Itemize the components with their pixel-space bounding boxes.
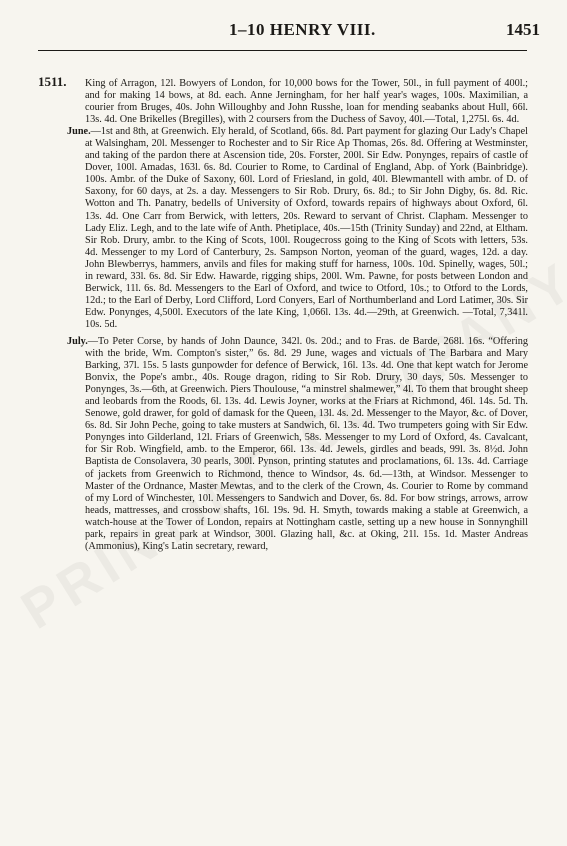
running-title: 1–10 HENRY VIII. [229, 20, 376, 39]
entry-continuation [85, 78, 528, 126]
page-header [0, 0, 567, 60]
calendar-entries [67, 78, 528, 553]
entry-june [67, 126, 528, 331]
entry-text: King of Arragon, 12l. Bowyers of London, for 10,000 bows for the Tower, 50l., in full payment of 400l.; and for making 14 bows, at 8d. each. Anne Jerningham, for her half year's wages, 100s. Maximilian, a courier from Bruges, 40s. John Willoughby and John Russhe, loan for mending seabanks about Hull, 66l. 13s. 4d. One Brikelles (Bregilles), with 2 coursers from the Duchess of Savoy, 40l.—Total, 1,275l. 6s. 4d. [85, 78, 528, 126]
page-number: 1451 [506, 20, 540, 39]
entry-text: —1st and 8th, at Greenwich. Ely herald, of Scotland, 66s. 8d. Part payment for glazing Our Lady's Chapel at Walsingham, 20l. Messenger to Rochester and to Sir Rice Ap Thomas, 26s. 8d. Offering at Westminster, and taking of the pardon there at Ascension tide, 20s. Forster, 200l. Sir Edw. Ponynges, repairs of castle of Dover, 100l. Amadas, 163l. 6s. 8d. Courier to Rome, to Cardinal of England, Abp. of York (Bainbridge). 100s. Ambr. of the Duke of Saxony, 60l. Lord of Friesland, in gold, 40l. Blewmantell with ambr. of D. of Saxony, for 60 days, at 2s. a day. Messengers to Sir Rob. Drury, 6s. 8d.; to Sir John Digby, 6s. 8d. Ric. Wotton and Th. Panatry, bedells of University of Oxford, towards repairs of highways about Oxford, 6l. 13s. 4d. One Carr from Berwick, with letters, 20s. Reward to servant of Christ. Clapham. Messenger to Lady Eliz. Legh, and to the late wife of Anth. Phetiplace, 40s.—15th (Trinity Sunday) and 22nd, at Eltham. Sir Rob. Drury, ambr. to the King of Scots, 100l. Rougecross going to the King of Scots with letters, 53s. 4d. Messenger to my Lord of Canterbury, 2s. Sampson Norton, yeoman of the guard, wages, 12d. a day. John Blewberrys, hammers, anvils and files for making stuff for harness, 100s. 10d. Spinelly, wages, 50l.; in reward, 33l. 6s. 8d. Sir Edw. Hawarde, rigging ships, 200l. Wm. Pawne, for posts between London and Berwick, 11l. 6s. 8d. Messengers to the Earl of Oxford, and twice to Otford, 10s.; to Otford to the Lords, 12d.; to the Earl of Derby, Lord Clifford, Lord Conyers, Earl of Northumberland and Lord Latimer, 30s. Sir Edw. Ponynges, 4,500l. Executors of the late King, 1,066l. 13s. 4d.—29th, at Greenwich. —Total, 7,341l. 10s. 5d. [85, 126, 528, 330]
month-label: July. [67, 335, 88, 347]
month-label: June. [67, 126, 91, 138]
entry-july [67, 335, 528, 553]
year-margin-label: 1511. [38, 74, 67, 89]
entry-text: —To Peter Corse, by hands of John Daunce, 342l. 0s. 20d.; and to Fras. de Barde, 268l. 16s. “Offering with the bride, Wm. Compton's sister,” 6s. 8d. 29 June, wages and victuals of The Barbara and Mary Barking, 37l. 15s. 5 lasts gunpowder for defence of Berwick, 16l. 13s. 4d. One that kept watch for Jerome Bonvix, the Pope's ambr., 40s. Rouge dragon, riding to Sir Rob. Drury, 30 days, 50s. Messenger to Ponynges, 3s.—6th, at Greenwich. Piers Thoulouse, “a minstrel shalmewer,” 4l. To them that brought sheep and leobards from the Roods, 6l. 13s. 4d. Lewis Joyner, works at the Friars at Richmond, 46l. 14s. 5d. Th. Senowe, gold drawer, for gold of damask for the Queen, 13l. 4s. 2d. Messenger to the Mayor, &c. of Dover, 6s. 8d. Sir John Peche, going to take musters at Sandwich, 6l. 13s. 4d. Two trumpeters going with Sir Edw. Ponynges into Gilderland, 12l. Friars of Greenwich, 58s. Messenger to my Lord of Oxford, 4s. Cavalcant, for Sir Rob. Wingfield, amb. to the Emperor, 66l. 13s. 4d. Jewels, girdles and beads, 99l. 3s. 8½d. John Baptista de Consolavera, 30 pearls, 300l. Pynson, printing statutes and proclamations, 6l. 13s. 4d. Carriage of jackets from Greenwich to Richmond, thence to Windsor, 4s. 6d.—13th, at Windsor. Messenger to Master of the Ordnance, Master Mewtas, and to the clerk of the Crown, 4s. Courier to Rome by command of my Lord of Winchester, 10l. Messengers to Sandwich and Dover, 6s. 8d. For bow strings, arrows, arrow heads, mattresses, and crossbow shafts, 16l. 19s. 9d. H. Smyth, towards making a stable at Greenwich, a watch-house at the Tower of London, repairs at Nottingham castle, setting up a new house in Sonnynghill park, repairs in great park at Windsor, 300l. Glazing hall, &c. at Oking, 21l. 15s. 1d. Master Andreas (Ammonius), King's Latin secretary, reward, [85, 335, 528, 552]
header-rule [38, 50, 527, 51]
